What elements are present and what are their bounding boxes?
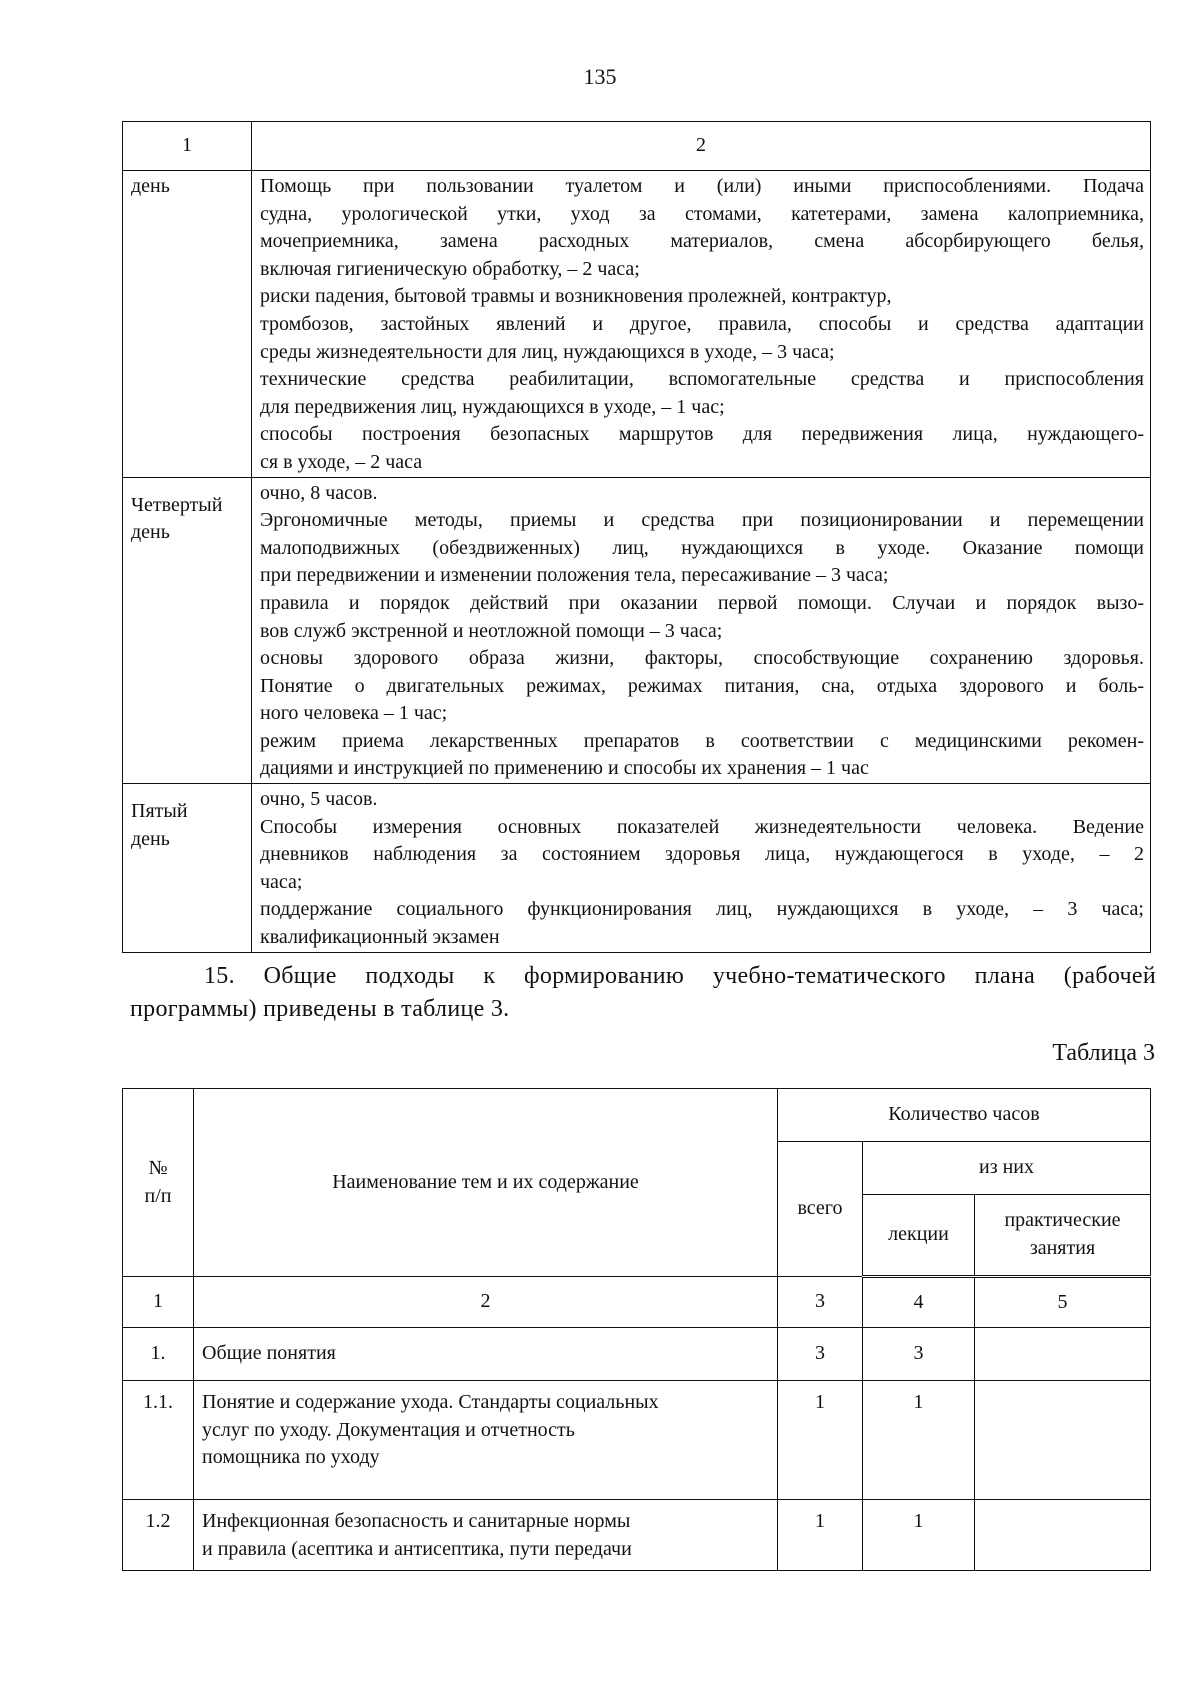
schedule-row (123, 784, 1151, 953)
schedule-content-cell (252, 171, 1151, 478)
content-line: дневников наблюдения за состоянием здоровья лица, нуждающегося в уходе, – 2 (260, 843, 1144, 866)
row-name-line: Понятие и содержание ухода. Стандарты социальных (202, 1391, 659, 1413)
table-head-row (123, 1089, 1151, 1142)
row-name-line: Общие понятия (202, 1342, 336, 1365)
table-caption: Таблица 3 (1052, 1040, 1155, 1066)
content-line: дациями и инструкцией по применению и способы их хранения – 1 час (260, 757, 869, 780)
row-name (194, 1328, 778, 1381)
row-name-line: и правила (асептика и антисептика, пути передачи (202, 1537, 632, 1560)
row-name-line: помощника по уходу (202, 1446, 380, 1469)
content-line: часа; (260, 870, 303, 893)
content-line: очно, 8 часов. (260, 481, 378, 504)
row-number: 1.2 (123, 1500, 194, 1571)
row-name (194, 1381, 778, 1500)
paragraph-line: программы) приведены в таблице 3. (130, 996, 510, 1022)
content-line: Эргономичные методы, приемы и средства при позиционировании и перемещении (260, 509, 1144, 532)
row-lectures: 3 (863, 1328, 975, 1381)
row-number: 1. (123, 1328, 194, 1381)
schedule-day-cell (123, 477, 252, 784)
row-practice (975, 1328, 1151, 1381)
row-name-line: Инфекционная безопасность и санитарные нормы (202, 1510, 631, 1532)
hours-header: Количество часов (778, 1089, 1151, 1142)
schedule-content-cell (252, 784, 1151, 953)
column-number: 3 (778, 1277, 863, 1328)
content-line: мочеприемника, замена расходных материалов, смена абсорбирующего белья, (260, 230, 1144, 253)
content-line: квалификационный экзамен (260, 926, 500, 949)
lectures-header: лекции (863, 1195, 975, 1277)
section-paragraph (130, 960, 1156, 1026)
content-line: Помощь при пользовании туалетом и (или) иными приспособлениями. Подача (260, 175, 1144, 197)
day-label: Четвертый (131, 493, 223, 516)
day-label: день (131, 175, 170, 197)
content-line: Способы измерения основных показателей жизнедеятельности человека. Ведение (260, 815, 1144, 838)
content-line: вов служб экстренной и неотложной помощи – 3 часа; (260, 619, 723, 642)
row-total: 3 (778, 1328, 863, 1381)
schedule-header-col1: 1 (123, 122, 252, 171)
schedule-row (123, 171, 1151, 478)
row-total: 1 (778, 1381, 863, 1500)
content-line: среды жизнедеятельности для лиц, нуждающихся в уходе, – 3 часа; (260, 340, 835, 363)
table-row (123, 1381, 1151, 1500)
content-line: для передвижения лиц, нуждающихся в уходе, – 1 час; (260, 395, 725, 418)
content-line: Понятие о двигательных режимах, режимах питания, сна, отдыха здорового и боль- (260, 674, 1144, 697)
page-number: 135 (583, 64, 617, 89)
of-them-header: из них (863, 1142, 1151, 1195)
day-label: Пятый (131, 800, 188, 823)
schedule-day-cell (123, 784, 252, 953)
practice-header-line: занятия (1029, 1237, 1096, 1259)
column-number: 1 (123, 1277, 194, 1328)
content-line: риски падения, бытовой травмы и возникновения пролежней, контрактур, (260, 285, 892, 308)
content-line: ся в уходе, – 2 часа (260, 450, 423, 473)
content-line: технические средства реабилитации, вспомогательные средства и приспособления (260, 368, 1144, 391)
row-name-line: услуг по уходу. Документация и отчетность (202, 1418, 575, 1441)
row-name (194, 1500, 778, 1571)
day-label: день (131, 521, 170, 544)
row-practice (975, 1500, 1151, 1571)
content-line: поддержание социального функционирования лиц, нуждающихся в уходе, – 3 часа; (260, 898, 1144, 921)
practice-header (975, 1195, 1151, 1277)
row-lectures: 1 (863, 1500, 975, 1571)
row-total: 1 (778, 1500, 863, 1571)
name-header: Наименование тем и их содержание (194, 1089, 778, 1277)
schedule-table (122, 121, 1151, 953)
paragraph-line: 15. Общие подходы к формированию учебно-тематического плана (рабочей (204, 963, 1156, 989)
column-number: 2 (194, 1277, 778, 1328)
row-number: 1.1. (123, 1381, 194, 1500)
table-row (123, 1500, 1151, 1571)
schedule-row (123, 477, 1151, 784)
schedule-header-col2: 2 (252, 122, 1151, 171)
day-label: день (131, 827, 170, 850)
schedule-content-cell (252, 477, 1151, 784)
column-number: 4 (863, 1277, 975, 1328)
content-line: режим приема лекарственных препаратов в соответствии с медицинскими рекомен- (260, 729, 1144, 752)
content-line: основы здорового образа жизни, факторы, способствующие сохранению здоровья. (260, 647, 1144, 670)
table-row (123, 1328, 1151, 1381)
content-line: при передвижении и изменении положения тела, пересаживание – 3 часа; (260, 564, 889, 587)
curriculum-table (122, 1088, 1151, 1571)
column-numbers-row (123, 1277, 1151, 1328)
practice-header-line: практические (1004, 1209, 1121, 1232)
total-header: всего (778, 1142, 863, 1277)
content-line: ного человека – 1 час; (260, 702, 448, 725)
num-header (123, 1089, 194, 1277)
content-line: тромбозов, застойных явлений и другое, правила, способы и средства адаптации (260, 312, 1144, 335)
schedule-header-row (123, 122, 1151, 171)
content-line: судна, урологической утки, уход за стомами, катетерами, замена калоприемника, (260, 202, 1144, 225)
content-line: включая гигиеническую обработку, – 2 часа; (260, 257, 640, 280)
num-header-line: п/п (144, 1184, 172, 1207)
row-lectures: 1 (863, 1381, 975, 1500)
column-number: 5 (975, 1277, 1151, 1328)
row-practice (975, 1381, 1151, 1500)
num-header-line: № (148, 1156, 168, 1179)
content-line: малоподвижных (обездвиженных) лиц, нуждающихся в уходе. Оказание помощи (260, 536, 1144, 559)
content-line: способы построения безопасных маршрутов для передвижения лица, нуждающего- (260, 423, 1144, 446)
content-line: правила и порядок действий при оказании первой помощи. Случаи и порядок вызо- (260, 591, 1144, 614)
content-line: очно, 5 часов. (260, 788, 378, 811)
schedule-day-cell (123, 171, 252, 478)
